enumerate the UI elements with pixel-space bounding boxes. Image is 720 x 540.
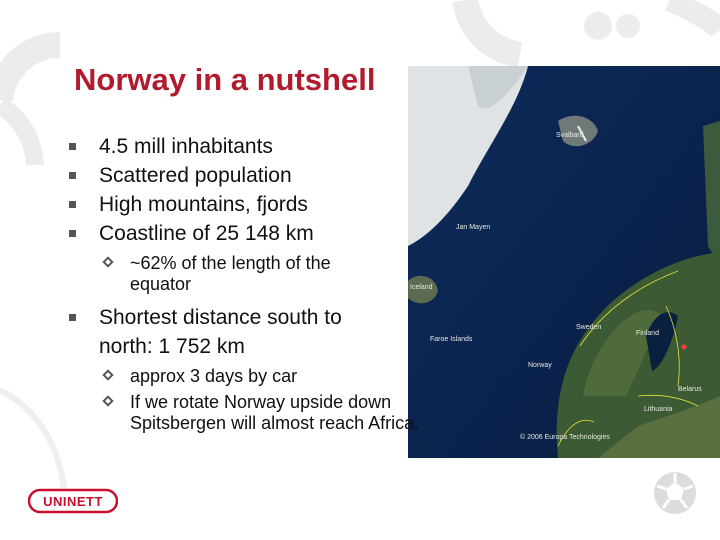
map-label-norway: Norway	[528, 362, 552, 369]
map-copyright: © 2006 Europa Technologies	[520, 434, 610, 441]
map-label-lithuania: Lithuania	[644, 406, 673, 413]
diamond-bullet-icon	[102, 256, 113, 267]
emblem-icon	[652, 470, 698, 516]
map-label-finland: Finland	[636, 330, 659, 337]
bullet-item: Scattered population	[66, 161, 416, 190]
sub-bullet-item: ~62% of the length of the equator	[66, 253, 360, 295]
bullet-item: Shortest distance south to north: 1 752 km	[66, 303, 399, 361]
square-bullet-icon	[69, 143, 76, 150]
slide-title: Norway in a nutshell	[74, 62, 376, 97]
map-label-svalbard: Svalbard	[556, 132, 584, 139]
square-bullet-icon	[69, 314, 76, 321]
diamond-bullet-icon	[102, 395, 113, 406]
map-label-faroe: Faroe Islands	[430, 336, 473, 343]
diamond-bullet-icon	[102, 369, 113, 380]
sub-bullet-item: If we rotate Norway upside down Spitsbergen will almost reach Africa.	[66, 392, 420, 434]
map-label-iceland: Iceland	[410, 284, 433, 291]
bullet-item: High mountains, fjords	[66, 190, 416, 219]
map-label-jan-mayen: Jan Mayen	[456, 224, 491, 231]
square-bullet-icon	[69, 230, 76, 237]
map-label-belarus: Belarus	[678, 386, 702, 393]
logo-text: UNINETT	[43, 494, 103, 509]
square-bullet-icon	[69, 172, 76, 179]
sub-bullet-item: approx 3 days by car	[66, 366, 416, 387]
map-label-sweden: Sweden	[576, 324, 602, 331]
bullet-list	[66, 132, 420, 434]
square-bullet-icon	[69, 201, 76, 208]
bullet-item: Coastline of 25 148 km	[66, 219, 416, 248]
satellite-map-image	[408, 66, 720, 458]
bullet-item: 4.5 mill inhabitants	[66, 132, 416, 161]
uninett-logo	[28, 487, 118, 515]
